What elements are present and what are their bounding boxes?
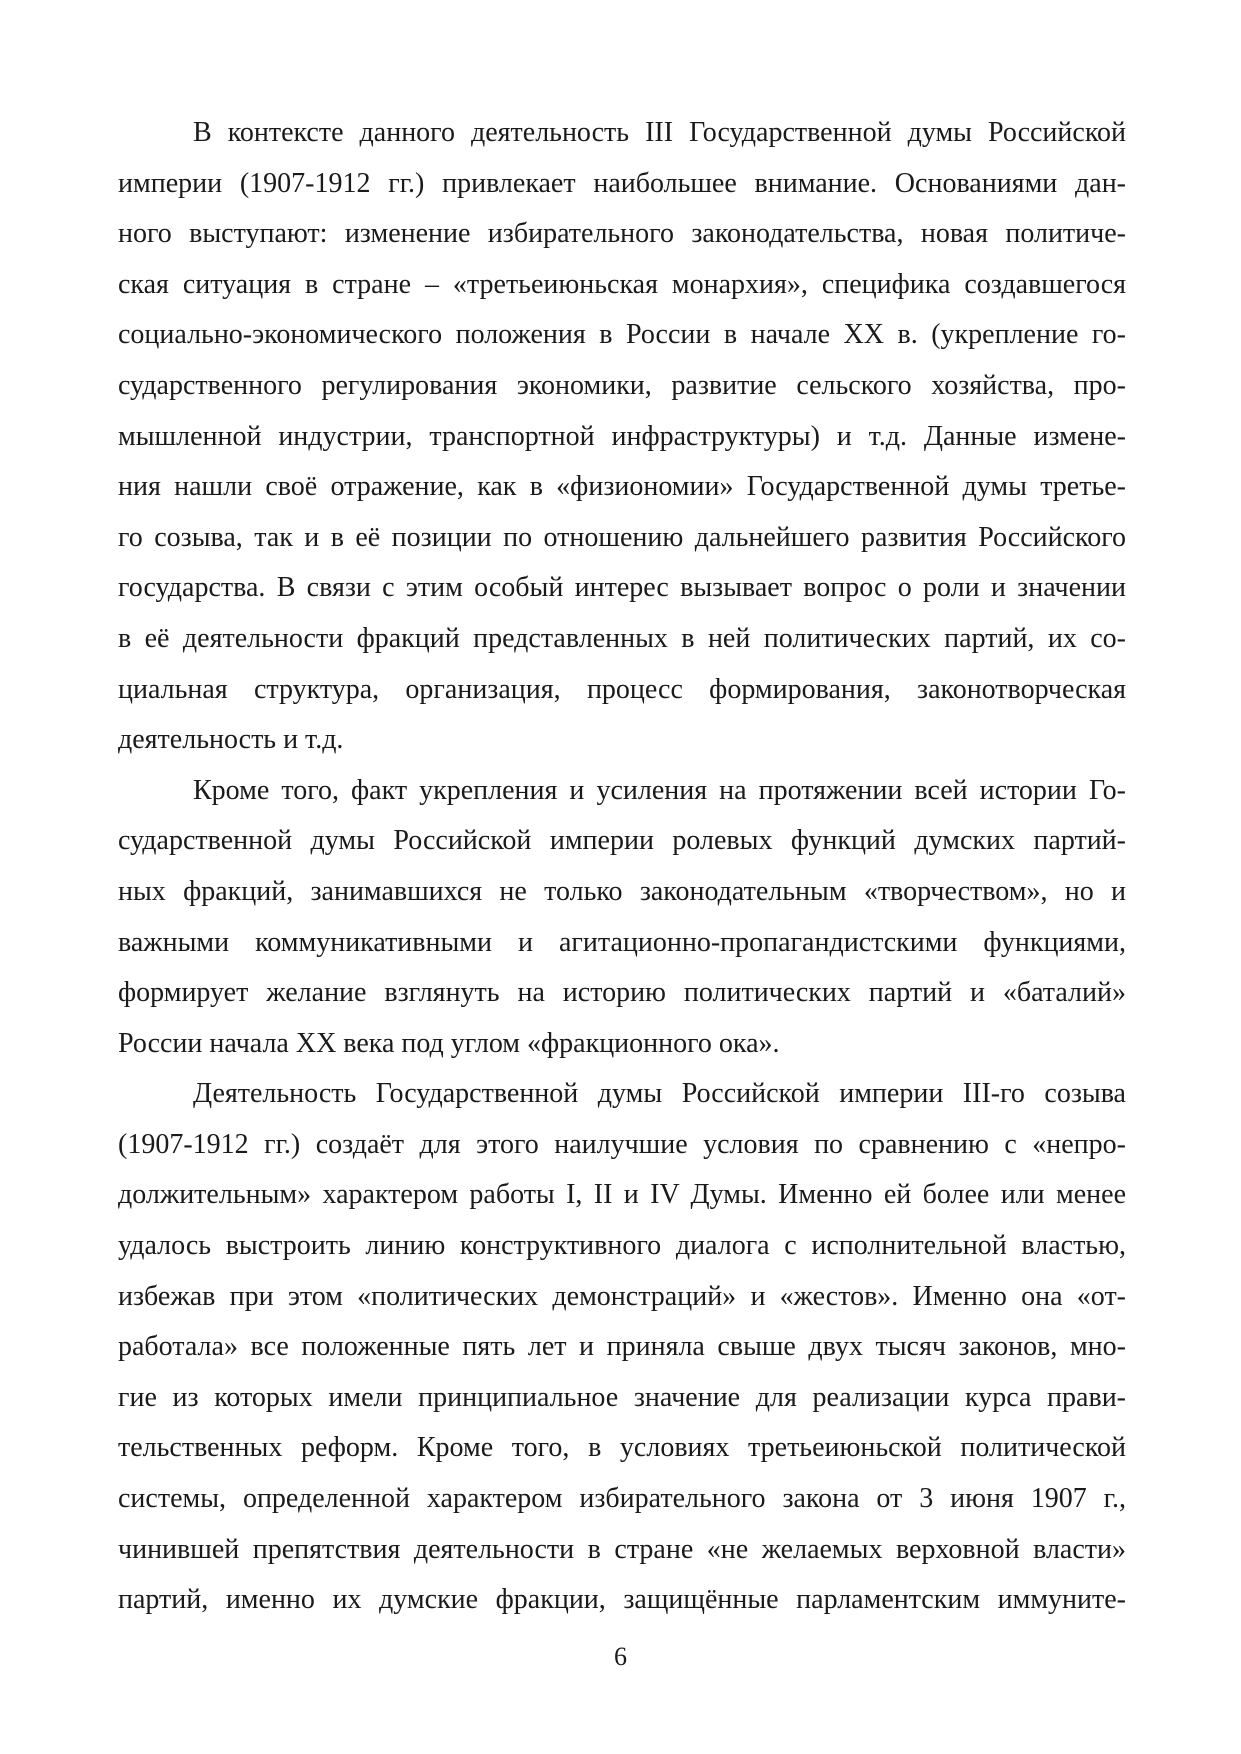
text-line: мышленной индустрии, транспортной инфраструктуры) и т.д. Данные измене- [118, 420, 1126, 452]
text-line: удалось выстроить линию конструктивного диалога с исполнительной властью, [118, 1230, 1126, 1262]
text-line: империи (1907-1912 гг.) привлекает наибольшее внимание. Основаниями дан- [118, 167, 1126, 199]
text-line: ного выступают: изменение избирательного законодательства, новая политиче- [118, 218, 1126, 250]
text-line: ская ситуация в стране – «третьеиюньская монархия», специфика создавшегося [118, 268, 1126, 300]
text-line: го созыва, так и в её позиции по отношению дальнейшего развития Российского [118, 521, 1126, 553]
text-line: в её деятельности фракций представленных в ней политических партий, их со- [118, 622, 1126, 654]
text-line: партий, именно их думские фракции, защищённые парламентским иммуните- [118, 1584, 1126, 1616]
text-line: сударственного регулирования экономики, развитие сельского хозяйства, про- [118, 369, 1126, 401]
body-text [118, 108, 1126, 1626]
text-line: важными коммуникативными и агитационно-пропагандистскими функциями, [118, 926, 1126, 958]
text-line: гие из которых имели принципиальное значение для реализации курса прави- [118, 1381, 1126, 1413]
text-line: системы, определенной характером избирательного закона от 3 июня 1907 г., [118, 1483, 1126, 1515]
text-line: Кроме того, факт укрепления и усиления на протяжении всей истории Го- [193, 774, 1126, 806]
text-line: тельственных реформ. Кроме того, в условиях третьеиюньской политической [118, 1432, 1126, 1464]
text-line: сударственной думы Российской империи ролевых функций думских партий- [118, 825, 1126, 857]
text-line: деятельность и т.д. [118, 724, 344, 756]
text-line: формирует желание взглянуть на историю политических партий и «баталий» [118, 977, 1126, 1009]
text-line: работала» все положенные пять лет и приняла свыше двух тысяч законов, мно- [118, 1331, 1126, 1363]
text-line: государства. В связи с этим особый интерес вызывает вопрос о роли и значении [118, 572, 1126, 604]
text-line: России начала ХХ века под углом «фракционного ока». [118, 1027, 780, 1059]
text-line: чинившей препятствия деятельности в стране «не желаемых верховной власти» [118, 1533, 1126, 1565]
text-line: избежав при этом «политических демонстраций» и «жестов». Именно она «от- [118, 1280, 1126, 1312]
text-line: В контексте данного деятельность III Государственной думы Российской [193, 117, 1126, 148]
text-line: (1907-1912 гг.) создаёт для этого наилучшие условия по сравнению с «непро- [118, 1128, 1126, 1160]
text-line: ния нашли своё отражение, как в «физиономии» Государственной думы третье- [118, 471, 1126, 503]
text-line: должительным» характером работы I, II и IV Думы. Именно ей более или менее [118, 1179, 1126, 1211]
text-line: социально-экономического положения в России в начале ХХ в. (укрепление го- [118, 319, 1126, 351]
text-line: циальная структура, организация, процесс формирования, законотворческая [118, 673, 1126, 705]
text-line: Деятельность Государственной думы Российской империи III-го созыва [193, 1078, 1126, 1110]
page-number: 6 [614, 1642, 627, 1671]
text-line: ных фракций, занимавшихся не только законодательным «творчеством», но и [118, 875, 1126, 907]
